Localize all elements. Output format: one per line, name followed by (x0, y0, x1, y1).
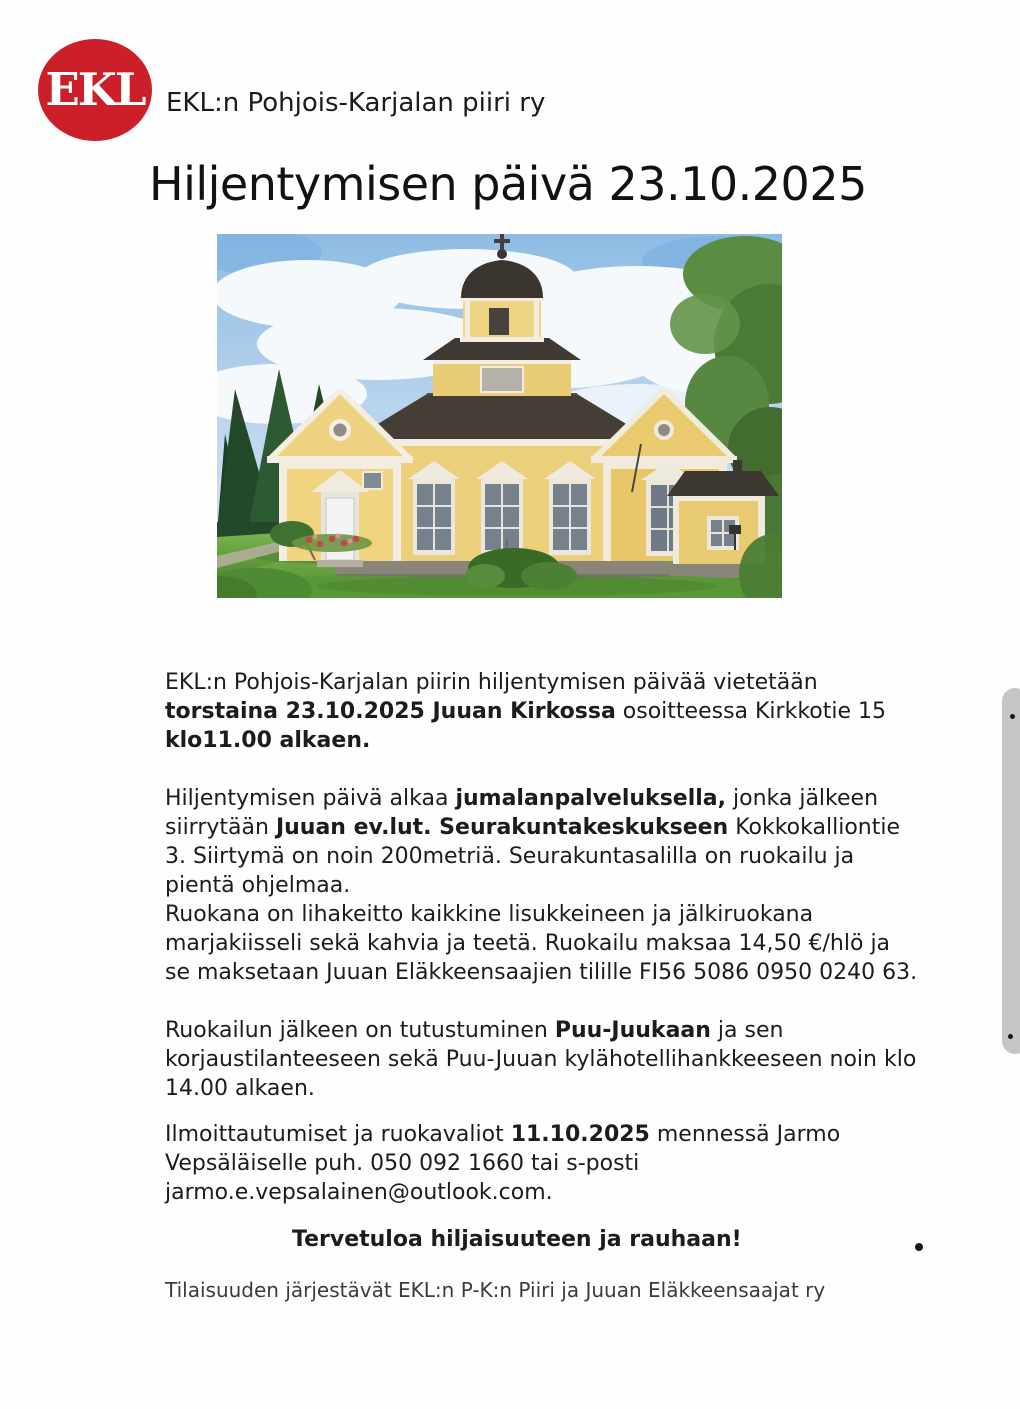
text-line (292, 1225, 1005, 1254)
text-line (165, 1276, 1005, 1305)
text: pientä ohjelmaa. (165, 873, 351, 898)
text-line (165, 697, 1005, 726)
paragraph (165, 668, 1005, 755)
text-line (165, 1045, 1005, 1074)
paragraph (165, 784, 1005, 987)
text: Ilmoittautumiset ja ruokavaliot (165, 1122, 511, 1147)
text: siirrytään (165, 815, 276, 840)
paragraph (165, 1016, 1005, 1103)
body-paragraphs (165, 668, 1005, 1305)
text: mennessä Jarmo (649, 1122, 841, 1147)
text-line (165, 1149, 1005, 1178)
text-line (165, 842, 1005, 871)
ekl-logo-text: EKL (45, 62, 145, 116)
text-line (165, 1074, 1005, 1103)
bold-text: torstaina 23.10.2025 Juuan Kirkossa (165, 699, 616, 724)
text-line (165, 958, 1005, 987)
central-windows (408, 461, 596, 555)
paragraph (165, 1276, 1005, 1305)
text: se maksetaan Juuan Eläkkeensaajien tilille FI56 5086 0950 0240 63. (165, 960, 918, 985)
ink-speck (915, 1243, 923, 1251)
bold-text: Tervetuloa hiljaisuuteen ja rauhaan! (292, 1227, 742, 1252)
text: ja sen (710, 1018, 784, 1043)
text-line (165, 871, 1005, 900)
bold-text: 11.10.2025 (510, 1122, 650, 1147)
text: 14.00 alkaen. (165, 1076, 315, 1101)
bold-text: Puu-Juukaan (554, 1018, 711, 1043)
organization-name: EKL:n Pohjois-Karjalan piiri ry (166, 88, 546, 118)
bold-text: Juuan ev.lut. Seurakuntakeskukseen (275, 815, 729, 840)
text: Ruokana on lihakeitto kaikkine lisukkeineen ja jälkiruokana (165, 902, 814, 927)
ekl-logo (38, 39, 152, 141)
text-line (165, 668, 1005, 697)
text-line (165, 900, 1005, 929)
text: osoitteessa Kirkkotie 15 (615, 699, 887, 724)
text: jonka jälkeen (726, 786, 879, 811)
text: Tilaisuuden järjestävät EKL:n P-K:n Piiri ja Juuan Eläkkeensaajat ry (165, 1278, 826, 1302)
text-line (165, 1178, 1005, 1207)
church-photo (217, 234, 782, 598)
ink-speck (1008, 1034, 1013, 1039)
paragraph (165, 1120, 1005, 1207)
text: jarmo.e.vepsalainen@outlook.com. (165, 1180, 553, 1205)
text-line (165, 929, 1005, 958)
text-line (165, 784, 1005, 813)
text: Vepsäläiselle puh. 050 092 1660 tai s-posti (165, 1151, 640, 1176)
bold-text: klo11.00 alkaen. (165, 728, 371, 753)
paragraph (165, 1225, 1005, 1254)
ink-speck (1010, 714, 1015, 719)
page-title: Hiljentymisen päivä 23.10.2025 (149, 157, 867, 211)
text: marjakiisseli sekä kahvia ja teetä. Ruokailu maksaa 14,50 €/hlö ja (165, 931, 891, 956)
text: Ruokailun jälkeen on tutustuminen (165, 1018, 555, 1043)
text-line (165, 726, 1005, 755)
text: Hiljentymisen päivä alkaa (165, 786, 456, 811)
text: 3. Siirtymä on noin 200metriä. Seurakuntasalilla on ruokailu ja (165, 844, 855, 869)
bold-text: jumalanpalveluksella, (455, 786, 726, 811)
text-line (165, 1016, 1005, 1045)
text: Kokkokalliontie (728, 815, 900, 840)
text: EKL:n Pohjois-Karjalan piirin hiljentymisen päivää vietetään (165, 670, 818, 695)
scrollbar-thumb[interactable] (1002, 688, 1020, 1054)
text-line (165, 1120, 1005, 1149)
church-photo-illustration (217, 234, 782, 598)
text: korjaustilanteeseen sekä Puu-Juuan kylähotellihankkeeseen noin klo (165, 1047, 917, 1072)
text-line (165, 813, 1005, 842)
